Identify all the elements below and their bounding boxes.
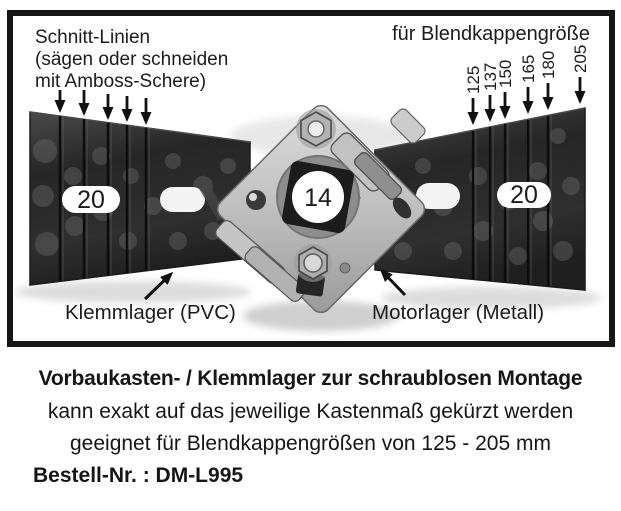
product-photo <box>13 16 609 341</box>
right-size-pill <box>497 181 551 209</box>
size-label-165: 165 <box>519 54 538 83</box>
cut-lines-note-line3: mit Amboss-Schere) <box>35 71 207 92</box>
cut-lines-note <box>35 27 228 92</box>
small-hole <box>340 263 350 273</box>
order-number: Bestell-Nr. : DM-L995 <box>33 464 244 487</box>
motorlager-arrow <box>382 271 405 295</box>
size-label-205: 205 <box>571 44 590 73</box>
size-header: für Blendkappengröße <box>392 23 590 45</box>
caption-line2: kann exakt auf das jeweilige Kastenmaß gekürzt werden <box>47 400 574 423</box>
product-figure <box>7 10 615 347</box>
size-label-150: 150 <box>496 59 515 88</box>
left-size-pill <box>62 186 120 214</box>
size-label-137: 137 <box>481 62 500 91</box>
left-clamp-bolt <box>246 190 266 210</box>
size-label-125: 125 <box>464 65 483 94</box>
left-part-label: Klemmlager (PVC) <box>65 301 236 324</box>
caption-title: Vorbaukasten- / Klemmlager zur schraublosen Montage <box>38 367 583 390</box>
left-partial-pill <box>160 187 205 212</box>
cut-lines-note-line2: (sägen oder schneiden <box>35 49 229 70</box>
top-nut <box>296 109 336 149</box>
size-label-180: 180 <box>539 50 558 79</box>
size-tick-labels <box>464 45 590 94</box>
left-size-value: 20 <box>77 186 105 214</box>
shaft-opening <box>277 156 359 238</box>
right-size-value: 20 <box>510 181 538 209</box>
cut-lines-note-line1: Schnitt-Linien <box>35 27 151 48</box>
caption-line3: geeignet für Blendkappengrößen von 125 - 205 mm <box>70 432 551 455</box>
shaft-size-value: 14 <box>304 184 332 212</box>
left-clamp-bolt-highlight <box>249 193 257 201</box>
right-part-label: Motorlager (Metall) <box>372 301 545 324</box>
